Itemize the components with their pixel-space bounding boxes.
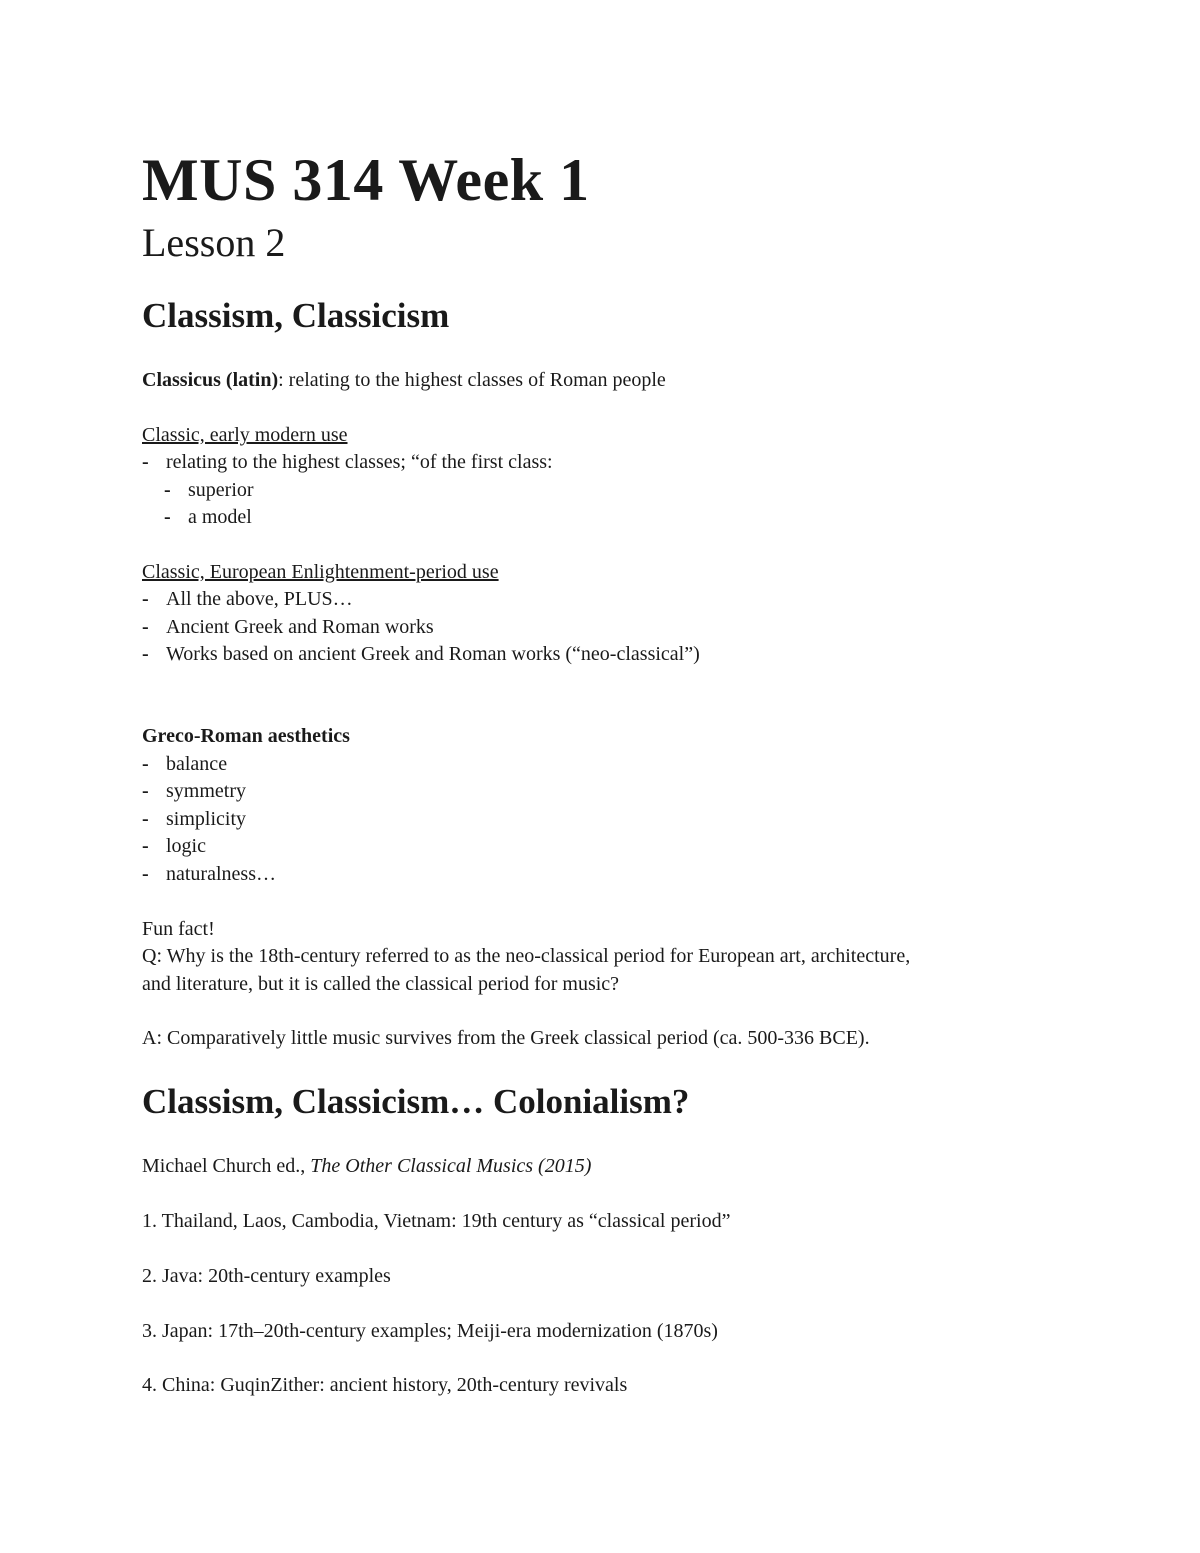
list-item: - logic xyxy=(142,835,206,857)
list-item: 1. Thailand, Laos, Cambodia, Vietnam: 19th century as “classical period” xyxy=(142,1210,731,1232)
section-heading-colonialism: Classism, Classicism… Colonialism? xyxy=(142,1082,690,1121)
fun-fact-question-line1: Q: Why is the 18th-century referred to as the neo-classical period for European art, architecture, xyxy=(142,945,911,967)
definition-line xyxy=(142,366,666,394)
list-item: 2. Java: 20th-century examples xyxy=(142,1265,391,1287)
list-item: - simplicity xyxy=(142,808,246,830)
list-item: - superior xyxy=(164,479,254,501)
section-heading-classism: Classism, Classicism xyxy=(142,296,450,335)
list-item: - symmetry xyxy=(142,780,246,802)
fun-fact-question-line2: and literature, but it is called the classical period for music? xyxy=(142,973,620,995)
page-title: MUS 314 Week 1 xyxy=(142,147,590,213)
list-item: - Works based on ancient Greek and Roman works (“neo-classical”) xyxy=(142,643,700,665)
fun-fact-answer: A: Comparatively little music survives from the Greek classical period (ca. 500-336 BCE). xyxy=(142,1027,870,1049)
definition-term: Classicus (latin) xyxy=(142,369,279,391)
list-item: - relating to the highest classes; “of the first class: xyxy=(142,451,553,473)
list-item: - balance xyxy=(142,753,228,775)
list-item: - naturalness… xyxy=(142,863,276,885)
aesthetics-heading: Greco-Roman aesthetics xyxy=(142,725,350,747)
enlightenment-heading: Classic, European Enlightenment-period use xyxy=(142,561,499,583)
definition-text: : relating to the highest classes of Roman people xyxy=(278,369,666,391)
list-item: 4. China: GuqinZither: ancient history, 20th-century revivals xyxy=(142,1374,628,1396)
list-item: 3. Japan: 17th–20th-century examples; Meiji-era modernization (1870s) xyxy=(142,1320,718,1342)
citation-author: Michael Church ed., xyxy=(142,1155,311,1177)
citation-work: The Other Classical Musics (2015) xyxy=(310,1155,592,1177)
fun-fact-label: Fun fact! xyxy=(142,918,215,940)
early-modern-heading: Classic, early modern use xyxy=(142,424,348,446)
list-item: - Ancient Greek and Roman works xyxy=(142,616,434,638)
list-item: - a model xyxy=(164,506,252,528)
page-subtitle: Lesson 2 xyxy=(142,220,286,265)
list-item: - All the above, PLUS… xyxy=(142,588,353,610)
citation xyxy=(142,1152,591,1180)
